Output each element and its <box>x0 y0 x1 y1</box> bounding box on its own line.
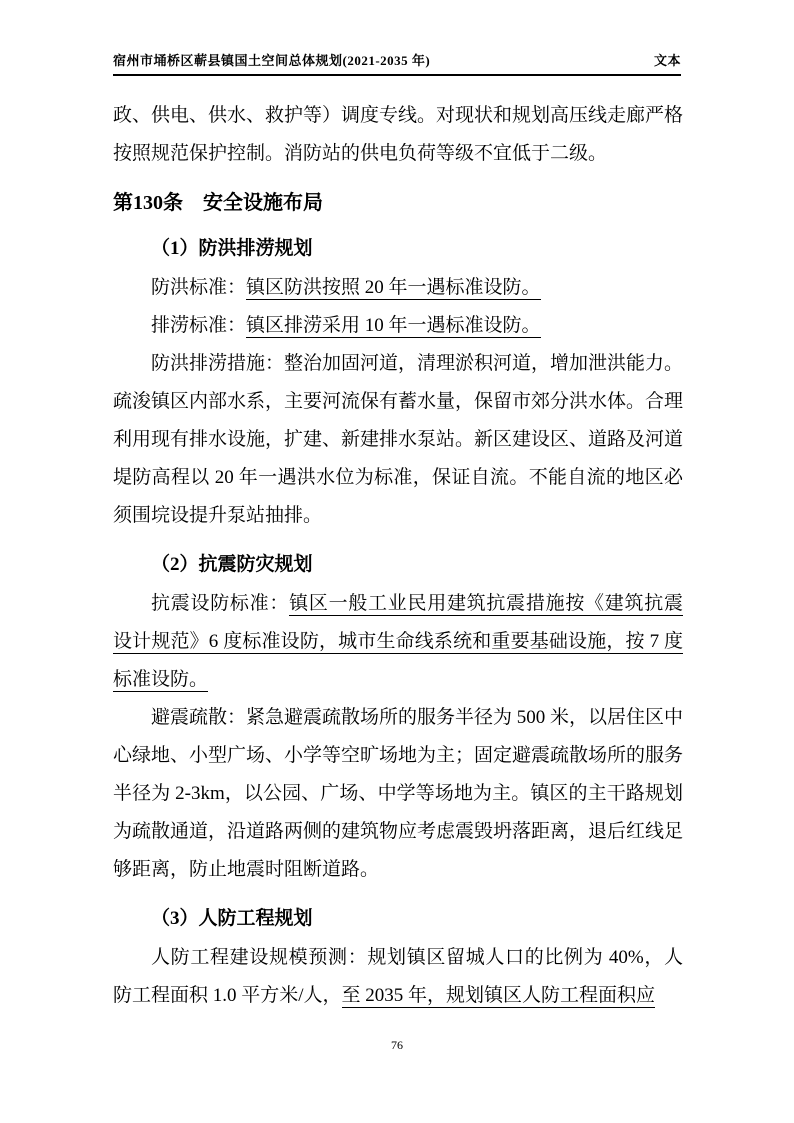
underlined-text: 镇区排涝采用 10 年一遇标准设防。 <box>246 315 541 336</box>
header-doc-type: 文本 <box>653 53 681 68</box>
text-run: 第130条 安全设施布局 <box>113 192 323 214</box>
article-130-heading <box>113 188 683 219</box>
text-run: 排涝标准： <box>151 315 247 336</box>
text-run: 避震疏散：紧急避震疏散场所的服务半径为 500 米，以居住区中心绿地、小型广场、小学等空旷场地为主；固定避震疏散场所的服务半径为 2-3km，以公园、广场、中学等场地为主。镇区的主干路规划为疏散通道，沿道路两侧的建筑物应考虑震毁坍落距离，退后红线足够距离，防止地震时阻断道路。 <box>113 707 684 880</box>
page-header <box>113 50 681 76</box>
text-run: 抗震设防标准： <box>151 593 290 614</box>
evacuation-paragraph <box>113 699 683 889</box>
earthquake-heading <box>113 549 683 580</box>
document-body <box>113 97 683 1015</box>
text-run: 政、供电、供水、救护等）调度专线。对现状和规划高压线走廊严格按照规范保护控制。消防站的供电负荷等级不宜低于二级。 <box>113 105 684 164</box>
text-run: （2）抗震防灾规划 <box>151 554 313 575</box>
header-title: 宿州市埇桥区蕲县镇国土空间总体规划(2021-2035 年) <box>113 53 431 68</box>
text-run: 防洪标准： <box>151 277 247 298</box>
underlined-text: 至 2035 年，规划镇区人防工程面积应 <box>341 985 656 1006</box>
civil-defense-paragraph <box>113 939 683 1015</box>
flood-standard-paragraph <box>113 269 683 307</box>
text-run: 防洪排涝措施：整治加固河道，清理淤积河道，增加泄洪能力。疏浚镇区内部水系，主要河流保有蓄水量，保留市郊分洪水体。合理利用现有排水设施，扩建、新建排水泵站。新区建设区、道路及河道堤防高程以 20 年一遇洪水位为标准，保证自流。不能自流的地区必须围垸设提升泵站抽排。 <box>113 353 684 526</box>
text-run: （3）人防工程规划 <box>151 908 313 929</box>
civil-defense-heading <box>113 903 683 934</box>
text-run: 人防工程建设规模预测：规划镇区留城人口的比例为 40%，人防工程面积 1.0 平方米/人， <box>113 947 683 1006</box>
text-run: （1）防洪排涝规划 <box>151 238 313 259</box>
continuation-paragraph <box>113 97 683 173</box>
seismic-standard-paragraph <box>113 585 683 699</box>
flood-drainage-heading <box>113 233 683 264</box>
flood-measures-paragraph <box>113 345 683 535</box>
page-number: 76 <box>391 1038 403 1052</box>
underlined-text: 镇区防洪按照 20 年一遇标准设防。 <box>246 277 541 298</box>
page-footer <box>0 1038 794 1053</box>
drainage-standard-paragraph <box>113 307 683 345</box>
underlined-text: 镇区一般工业民用建筑抗震措施按《建筑抗震设计规范》6 度标准设防，城市生命线系统和重要基础设施，按 7 度标准设防。 <box>113 593 683 690</box>
